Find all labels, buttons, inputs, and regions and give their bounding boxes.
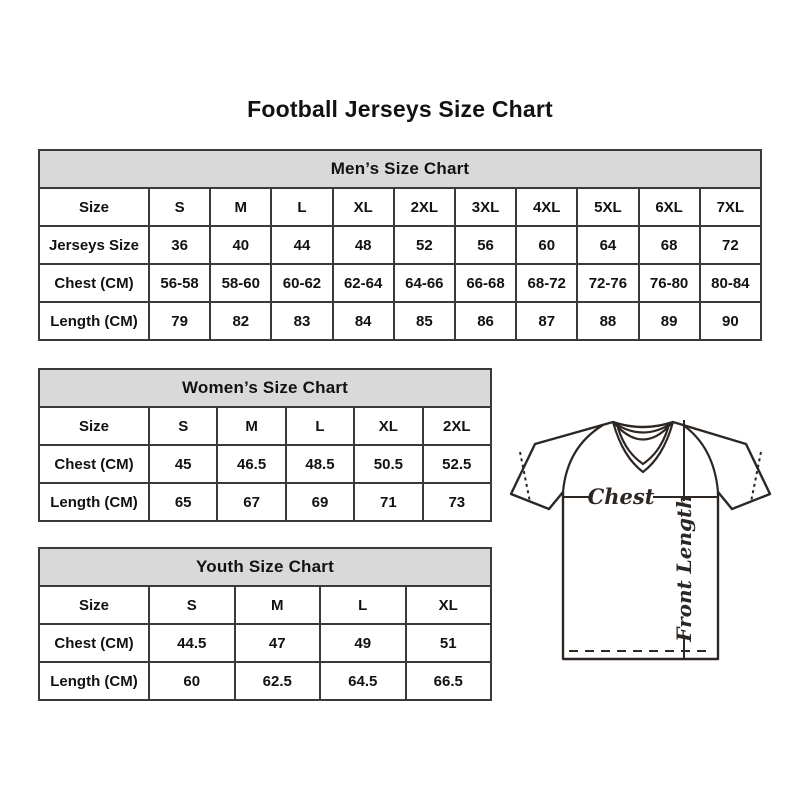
value-cell: 40 [210,226,271,264]
value-cell: 80-84 [700,264,761,302]
value-cell: 36 [149,226,210,264]
value-cell: S [149,586,235,624]
value-cell: 67 [217,483,285,521]
value-cell: XL [406,586,492,624]
row-label-cell: Size [39,586,149,624]
value-cell: 66-68 [455,264,516,302]
table-title: Women’s Size Chart [39,369,491,407]
table-row [39,302,761,340]
value-cell: 65 [149,483,217,521]
value-cell: 76-80 [639,264,700,302]
table-title-row [39,548,491,586]
value-cell: 84 [333,302,394,340]
row-label-cell: Length (CM) [39,483,149,521]
value-cell: 66.5 [406,662,492,700]
value-cell: 48.5 [286,445,354,483]
value-cell: 86 [455,302,516,340]
value-cell: 52 [394,226,455,264]
table-row [39,662,491,700]
value-cell: 89 [639,302,700,340]
table-title-row [39,150,761,188]
value-cell: 88 [577,302,638,340]
value-cell: 44.5 [149,624,235,662]
value-cell: M [210,188,271,226]
value-cell: 87 [516,302,577,340]
womens-size-chart-table [38,368,492,522]
table-row [39,188,761,226]
value-cell: 58-60 [210,264,271,302]
value-cell: L [286,407,354,445]
value-cell: 90 [700,302,761,340]
value-cell: 73 [423,483,491,521]
table-row [39,264,761,302]
value-cell: XL [333,188,394,226]
value-cell: 60 [516,226,577,264]
value-cell: 2XL [423,407,491,445]
row-label-cell: Size [39,188,149,226]
row-label-cell: Chest (CM) [39,264,149,302]
table-row [39,407,491,445]
jersey-outline-shape [511,422,770,659]
row-label-cell: Length (CM) [39,662,149,700]
mens-size-chart-table [38,149,762,341]
value-cell: 62-64 [333,264,394,302]
jersey-measurement-diagram [503,402,781,670]
value-cell: 6XL [639,188,700,226]
value-cell: L [320,586,406,624]
value-cell: 60 [149,662,235,700]
table-row [39,624,491,662]
value-cell: 56-58 [149,264,210,302]
page-title: Football Jerseys Size Chart [247,96,553,122]
value-cell: 52.5 [423,445,491,483]
table-title: Youth Size Chart [39,548,491,586]
value-cell: M [235,586,321,624]
value-cell: 83 [271,302,332,340]
row-label-cell: Length (CM) [39,302,149,340]
value-cell: 64 [577,226,638,264]
value-cell: 46.5 [217,445,285,483]
table-row [39,483,491,521]
value-cell: 45 [149,445,217,483]
table-title-row [39,369,491,407]
value-cell: S [149,407,217,445]
value-cell: 71 [354,483,422,521]
value-cell: 68-72 [516,264,577,302]
value-cell: 68 [639,226,700,264]
value-cell: 85 [394,302,455,340]
value-cell: 69 [286,483,354,521]
value-cell: 44 [271,226,332,264]
value-cell: 49 [320,624,406,662]
value-cell: XL [354,407,422,445]
youth-size-chart-table [38,547,492,701]
value-cell: L [271,188,332,226]
value-cell: 7XL [700,188,761,226]
value-cell: 50.5 [354,445,422,483]
row-label-cell: Size [39,407,149,445]
value-cell: 72-76 [577,264,638,302]
front-length-label: Front Length [672,494,696,642]
chest-label: Chest [587,484,655,509]
value-cell: 2XL [394,188,455,226]
table-title: Men’s Size Chart [39,150,761,188]
value-cell: S [149,188,210,226]
row-label-cell: Chest (CM) [39,624,149,662]
value-cell: 82 [210,302,271,340]
value-cell: 5XL [577,188,638,226]
value-cell: 3XL [455,188,516,226]
value-cell: 64-66 [394,264,455,302]
value-cell: 4XL [516,188,577,226]
value-cell: 60-62 [271,264,332,302]
value-cell: 56 [455,226,516,264]
table-row [39,445,491,483]
value-cell: 47 [235,624,321,662]
value-cell: 79 [149,302,210,340]
row-label-cell: Chest (CM) [39,445,149,483]
table-row [39,226,761,264]
value-cell: 51 [406,624,492,662]
value-cell: 48 [333,226,394,264]
table-row [39,586,491,624]
row-label-cell: Jerseys Size [39,226,149,264]
value-cell: 62.5 [235,662,321,700]
value-cell: 72 [700,226,761,264]
value-cell: 64.5 [320,662,406,700]
value-cell: M [217,407,285,445]
